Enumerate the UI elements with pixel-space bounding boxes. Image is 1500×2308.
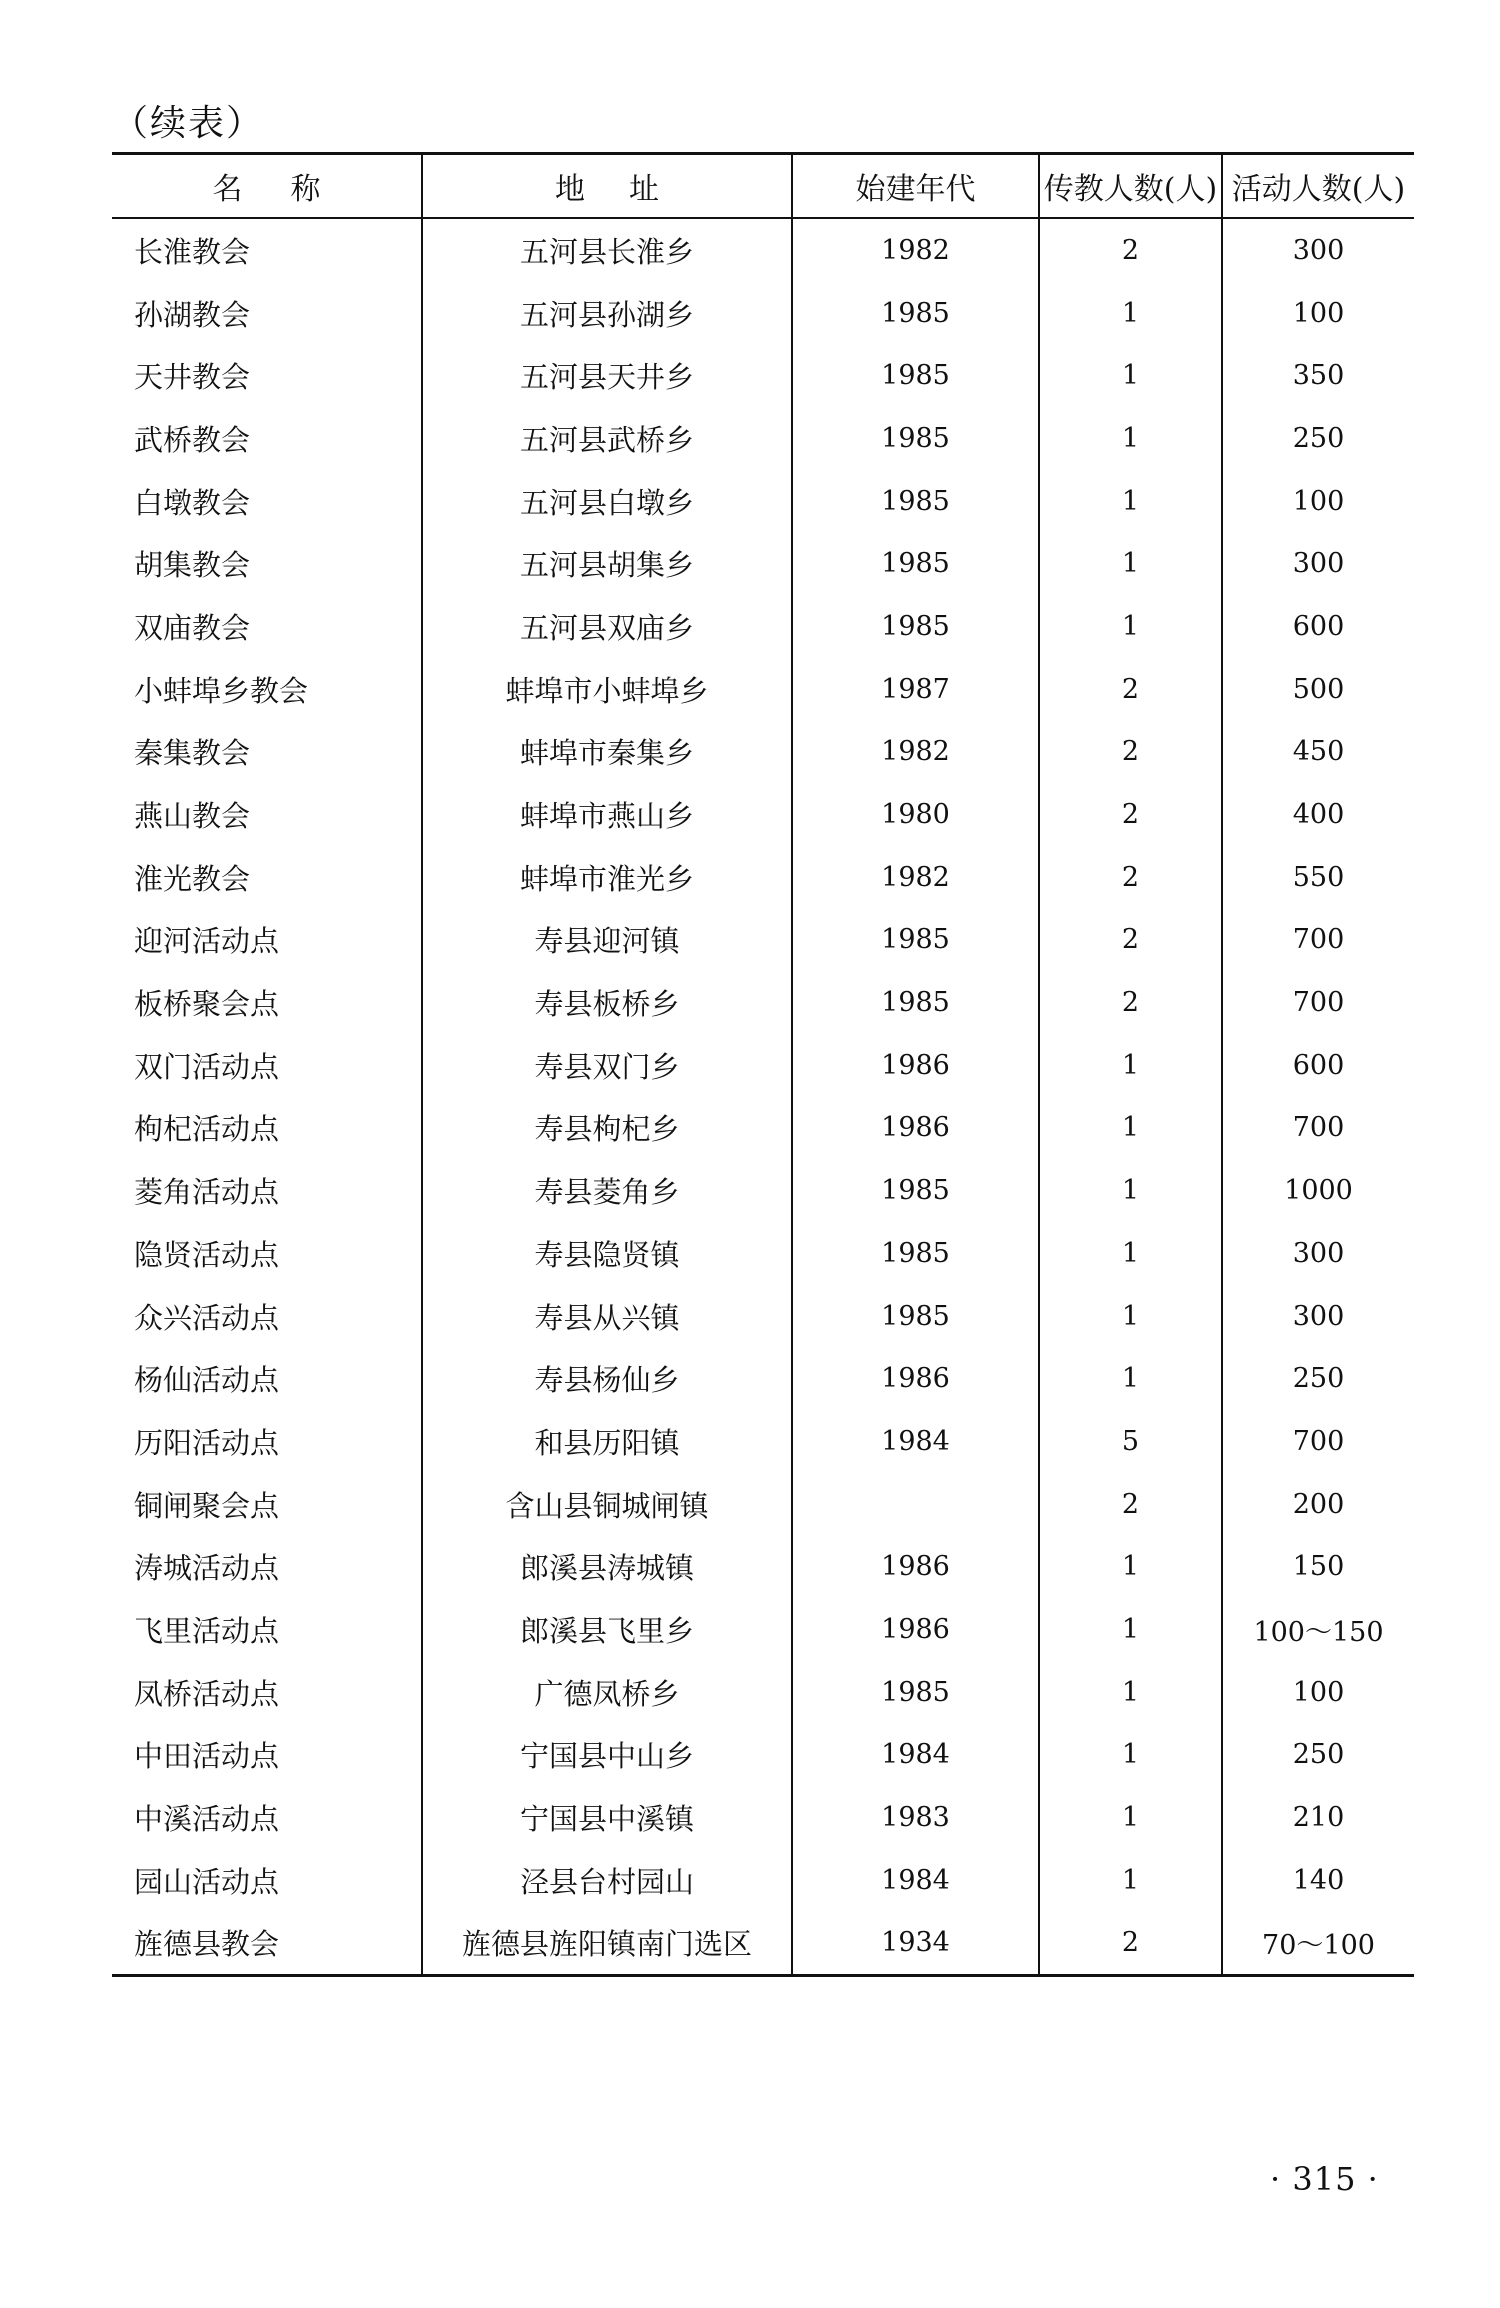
header-address: 地址 (422, 154, 792, 219)
cell-founded: 1985 (792, 407, 1039, 470)
cell-name: 众兴活动点 (134, 1300, 280, 1335)
cell-founded: 1985 (792, 532, 1039, 595)
cell-founded: 1984 (792, 1724, 1039, 1787)
cell-missionaries: 2 (1039, 721, 1222, 784)
cell-missionaries: 1 (1039, 1661, 1222, 1724)
cell-name: 菱角活动点 (134, 1175, 280, 1210)
cell-participants: 250 (1222, 1724, 1414, 1787)
cell-name: 天井教会 (134, 360, 251, 395)
table-row (112, 1598, 1414, 1661)
table-row (112, 344, 1414, 407)
table-row (112, 1912, 1414, 1976)
cell-missionaries: 1 (1039, 344, 1222, 407)
table-row (112, 1097, 1414, 1160)
cell-founded (792, 1473, 1039, 1536)
cell-founded: 1986 (792, 1034, 1039, 1097)
cell-address: 五河县武桥乡 (422, 407, 792, 470)
cell-founded: 1985 (792, 1159, 1039, 1222)
cell-founded: 1985 (792, 344, 1039, 407)
header-missionaries: 传教人数(人) (1039, 154, 1222, 219)
cell-address: 蚌埠市淮光乡 (422, 846, 792, 909)
cell-name: 园山活动点 (134, 1864, 280, 1899)
header-name: 名称 (112, 154, 422, 219)
cell-participants: 450 (1222, 721, 1414, 784)
cell-participants: 150 (1222, 1535, 1414, 1598)
cell-address: 泾县台村园山 (422, 1849, 792, 1912)
cell-name: 武桥教会 (134, 422, 251, 457)
cell-address: 寿县杨仙乡 (422, 1347, 792, 1410)
table-row (112, 282, 1414, 345)
cell-address: 旌德县旌阳镇南门选区 (422, 1912, 792, 1976)
cell-address: 寿县隐贤镇 (422, 1222, 792, 1285)
table-row (112, 595, 1414, 658)
cell-missionaries: 1 (1039, 1535, 1222, 1598)
cell-founded: 1980 (792, 783, 1039, 846)
cell-name: 飞里活动点 (134, 1613, 280, 1648)
table-row (112, 909, 1414, 972)
cell-participants: 700 (1222, 1410, 1414, 1473)
header-row (112, 154, 1414, 219)
cell-address: 宁国县中溪镇 (422, 1786, 792, 1849)
cell-founded: 1986 (792, 1535, 1039, 1598)
churches-table (112, 152, 1414, 1977)
cell-name: 中田活动点 (134, 1739, 280, 1774)
cell-missionaries: 1 (1039, 1347, 1222, 1410)
header-founded: 始建年代 (792, 154, 1039, 219)
cell-missionaries: 2 (1039, 1912, 1222, 1976)
table-body (112, 218, 1414, 1976)
cell-address: 五河县双庙乡 (422, 595, 792, 658)
table-row (112, 532, 1414, 595)
cell-founded: 1986 (792, 1347, 1039, 1410)
table-row (112, 971, 1414, 1034)
table-row (112, 1285, 1414, 1348)
cell-name: 小蚌埠乡教会 (134, 673, 309, 708)
table-row (112, 1535, 1414, 1598)
table-row (112, 1724, 1414, 1787)
cell-name: 双庙教会 (134, 610, 251, 645)
cell-participants: 700 (1222, 909, 1414, 972)
cell-missionaries: 1 (1039, 595, 1222, 658)
table-row (112, 783, 1414, 846)
table-header (112, 154, 1414, 219)
cell-participants: 300 (1222, 218, 1414, 282)
cell-missionaries: 1 (1039, 407, 1222, 470)
cell-address: 蚌埠市小蚌埠乡 (422, 658, 792, 721)
cell-founded: 1985 (792, 282, 1039, 345)
page-number: · 315 · (1270, 2160, 1379, 2198)
cell-address: 蚌埠市秦集乡 (422, 721, 792, 784)
cell-name: 中溪活动点 (134, 1802, 280, 1837)
cell-name: 铜闸聚会点 (134, 1488, 280, 1523)
cell-name: 淮光教会 (134, 861, 251, 896)
cell-name: 胡集教会 (134, 548, 251, 583)
cell-founded: 1985 (792, 470, 1039, 533)
cell-founded: 1983 (792, 1786, 1039, 1849)
cell-missionaries: 1 (1039, 1034, 1222, 1097)
cell-address: 蚌埠市燕山乡 (422, 783, 792, 846)
cell-name: 燕山教会 (134, 799, 251, 834)
cell-founded: 1987 (792, 658, 1039, 721)
cell-address: 寿县双门乡 (422, 1034, 792, 1097)
cell-participants: 1000 (1222, 1159, 1414, 1222)
header-participants: 活动人数(人) (1222, 154, 1414, 219)
table-row (112, 470, 1414, 533)
cell-missionaries: 2 (1039, 218, 1222, 282)
cell-name: 杨仙活动点 (134, 1363, 280, 1398)
cell-founded: 1985 (792, 1285, 1039, 1348)
cell-founded: 1986 (792, 1598, 1039, 1661)
cell-address: 郎溪县涛城镇 (422, 1535, 792, 1598)
continued-table-label: （续表） (112, 103, 265, 144)
table-row (112, 658, 1414, 721)
cell-missionaries: 1 (1039, 1786, 1222, 1849)
cell-founded: 1985 (792, 909, 1039, 972)
cell-participants: 300 (1222, 1222, 1414, 1285)
table-row (112, 1034, 1414, 1097)
cell-address: 五河县孙湖乡 (422, 282, 792, 345)
cell-address: 含山县铜城闸镇 (422, 1473, 792, 1536)
table-row (112, 1222, 1414, 1285)
cell-address: 五河县白墩乡 (422, 470, 792, 533)
table-row (112, 1159, 1414, 1222)
cell-participants: 700 (1222, 971, 1414, 1034)
cell-missionaries: 1 (1039, 1285, 1222, 1348)
cell-participants: 140 (1222, 1849, 1414, 1912)
cell-missionaries: 2 (1039, 909, 1222, 972)
cell-participants: 700 (1222, 1097, 1414, 1160)
cell-address: 五河县天井乡 (422, 344, 792, 407)
cell-missionaries: 1 (1039, 1097, 1222, 1160)
cell-participants: 100 (1222, 470, 1414, 533)
cell-participants: 400 (1222, 783, 1414, 846)
table-row (112, 1849, 1414, 1912)
cell-address: 宁国县中山乡 (422, 1724, 792, 1787)
cell-participants: 210 (1222, 1786, 1414, 1849)
cell-participants: 250 (1222, 1347, 1414, 1410)
cell-participants: 100 (1222, 282, 1414, 345)
table-row (112, 721, 1414, 784)
cell-address: 寿县从兴镇 (422, 1285, 792, 1348)
cell-founded: 1934 (792, 1912, 1039, 1976)
cell-missionaries: 1 (1039, 1724, 1222, 1787)
cell-address: 广德凤桥乡 (422, 1661, 792, 1724)
cell-participants: 600 (1222, 595, 1414, 658)
cell-name: 隐贤活动点 (134, 1237, 280, 1272)
cell-participants: 500 (1222, 658, 1414, 721)
cell-name: 枸杞活动点 (134, 1112, 280, 1147)
table-row (112, 407, 1414, 470)
cell-address: 寿县迎河镇 (422, 909, 792, 972)
cell-missionaries: 1 (1039, 1222, 1222, 1285)
cell-name: 长淮教会 (134, 234, 251, 269)
cell-missionaries: 1 (1039, 532, 1222, 595)
cell-name: 孙湖教会 (134, 297, 251, 332)
cell-missionaries: 2 (1039, 783, 1222, 846)
cell-participants: 100～150 (1222, 1598, 1414, 1661)
cell-missionaries: 1 (1039, 470, 1222, 533)
cell-founded: 1982 (792, 721, 1039, 784)
cell-address: 寿县菱角乡 (422, 1159, 792, 1222)
table-row (112, 1473, 1414, 1536)
cell-address: 五河县胡集乡 (422, 532, 792, 595)
cell-participants: 70～100 (1222, 1912, 1414, 1976)
cell-participants: 600 (1222, 1034, 1414, 1097)
cell-participants: 550 (1222, 846, 1414, 909)
cell-participants: 100 (1222, 1661, 1414, 1724)
cell-name: 板桥聚会点 (134, 987, 280, 1022)
cell-participants: 350 (1222, 344, 1414, 407)
cell-missionaries: 1 (1039, 282, 1222, 345)
cell-missionaries: 1 (1039, 1849, 1222, 1912)
cell-address: 寿县板桥乡 (422, 971, 792, 1034)
table-row (112, 218, 1414, 282)
cell-name: 涛城活动点 (134, 1551, 280, 1586)
cell-address: 和县历阳镇 (422, 1410, 792, 1473)
cell-founded: 1984 (792, 1849, 1039, 1912)
cell-name: 旌德县教会 (112, 1912, 422, 1976)
cell-founded: 1982 (792, 846, 1039, 909)
table-row (112, 1347, 1414, 1410)
cell-participants: 300 (1222, 532, 1414, 595)
cell-founded: 1982 (792, 218, 1039, 282)
cell-missionaries: 5 (1039, 1410, 1222, 1473)
cell-name: 凤桥活动点 (134, 1676, 280, 1711)
table-row (112, 1410, 1414, 1473)
cell-name: 秦集教会 (134, 736, 251, 771)
cell-founded: 1986 (792, 1097, 1039, 1160)
cell-founded: 1985 (792, 1661, 1039, 1724)
cell-name: 迎河活动点 (134, 924, 280, 959)
table-row (112, 1786, 1414, 1849)
cell-founded: 1984 (792, 1410, 1039, 1473)
cell-name: 白墩教会 (134, 485, 251, 520)
cell-missionaries: 2 (1039, 1473, 1222, 1536)
cell-name: 双门活动点 (134, 1049, 280, 1084)
cell-participants: 200 (1222, 1473, 1414, 1536)
cell-founded: 1985 (792, 1222, 1039, 1285)
cell-missionaries: 1 (1039, 1159, 1222, 1222)
cell-name: 历阳活动点 (134, 1425, 280, 1460)
cell-missionaries: 1 (1039, 1598, 1222, 1661)
cell-address: 郎溪县飞里乡 (422, 1598, 792, 1661)
cell-participants: 300 (1222, 1285, 1414, 1348)
cell-missionaries: 2 (1039, 658, 1222, 721)
cell-missionaries: 2 (1039, 971, 1222, 1034)
cell-address: 寿县枸杞乡 (422, 1097, 792, 1160)
cell-founded: 1985 (792, 971, 1039, 1034)
cell-address: 五河县长淮乡 (422, 218, 792, 282)
table-row (112, 1661, 1414, 1724)
table-row (112, 846, 1414, 909)
cell-founded: 1985 (792, 595, 1039, 658)
cell-participants: 250 (1222, 407, 1414, 470)
cell-missionaries: 2 (1039, 846, 1222, 909)
